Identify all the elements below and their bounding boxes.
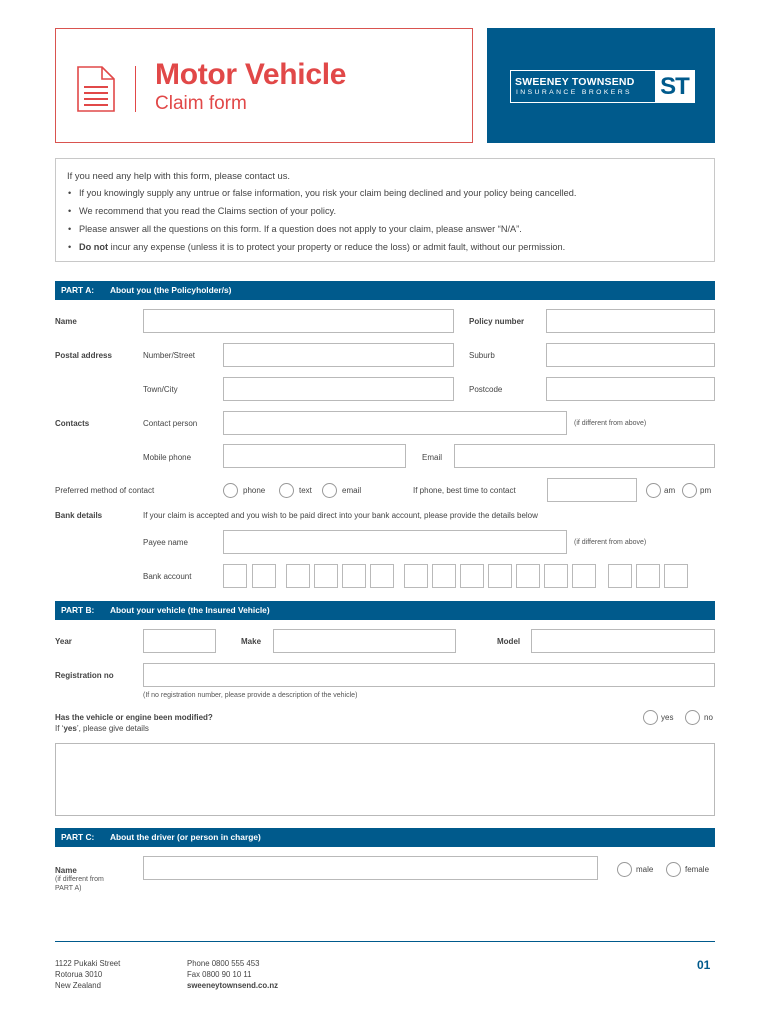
contact-person-hint: (if different from above) bbox=[574, 420, 647, 427]
bank-digit-box[interactable] bbox=[664, 564, 688, 588]
bank-details-label: Bank details bbox=[55, 511, 103, 520]
logo-tagline: INSURANCE BROKERS bbox=[516, 89, 632, 96]
time-pm-radio[interactable] bbox=[682, 483, 697, 498]
bank-digit-box[interactable] bbox=[314, 564, 338, 588]
contact-email-radio[interactable] bbox=[322, 483, 337, 498]
modified-yes-label: yes bbox=[661, 713, 674, 722]
policyholder-name-field[interactable] bbox=[143, 309, 454, 333]
do-not-emphasis: Do not bbox=[79, 242, 109, 252]
bank-digit-box[interactable] bbox=[432, 564, 456, 588]
time-am-radio[interactable] bbox=[646, 483, 661, 498]
make-label: Make bbox=[241, 637, 262, 646]
preferred-contact-label: Preferred method of contact bbox=[55, 486, 155, 495]
bank-digit-box[interactable] bbox=[636, 564, 660, 588]
postal-address-label: Postal address bbox=[55, 351, 112, 360]
bank-digit-box[interactable] bbox=[608, 564, 632, 588]
bank-digit-box[interactable] bbox=[286, 564, 310, 588]
bank-digit-box[interactable] bbox=[460, 564, 484, 588]
modified-no-label: no bbox=[704, 713, 713, 722]
modified-question: Has the vehicle or engine been modified? bbox=[55, 713, 213, 722]
form-title: Motor Vehicle bbox=[155, 58, 347, 91]
bank-digit-box[interactable] bbox=[252, 564, 276, 588]
contact-person-label: Contact person bbox=[143, 419, 198, 428]
bank-digit-box[interactable] bbox=[223, 564, 247, 588]
best-time-field[interactable] bbox=[547, 478, 637, 502]
part-c-header: PART C: About the driver (or person in charge) bbox=[55, 828, 715, 847]
address-line: 1122 Pukaki Street bbox=[55, 959, 121, 968]
suburb-label: Suburb bbox=[469, 351, 495, 360]
part-a-header: PART A: About you (the Policyholder/s) bbox=[55, 281, 715, 300]
year-field[interactable] bbox=[143, 629, 216, 653]
policy-number-label: Policy number bbox=[469, 317, 525, 326]
gender-female-radio[interactable] bbox=[666, 862, 681, 877]
part-b-header: PART B: About your vehicle (the Insured Vehicle) bbox=[55, 601, 715, 620]
town-field[interactable] bbox=[223, 377, 454, 401]
postcode-field[interactable] bbox=[546, 377, 715, 401]
fax-text: Fax 0800 90 10 11 bbox=[187, 970, 252, 979]
year-label: Year bbox=[55, 637, 72, 646]
bank-digit-box[interactable] bbox=[488, 564, 512, 588]
logo-mark: ST bbox=[655, 71, 694, 102]
bank-details-note: If your claim is accepted and you wish to be paid direct into your bank account, please provide the details below bbox=[143, 511, 538, 520]
modified-yes-radio[interactable] bbox=[643, 710, 658, 725]
email-label: Email bbox=[422, 453, 443, 462]
bank-digit-box[interactable] bbox=[544, 564, 568, 588]
driver-name-hint: (if different from bbox=[55, 876, 104, 883]
contact-phone-radio[interactable] bbox=[223, 483, 238, 498]
registration-hint: (If no registration number, please provide a description of the vehicle) bbox=[143, 692, 358, 699]
intro-bullet: • If you knowingly supply any untrue or false information, you risk your claim being declined and your policy being cancelled. bbox=[69, 188, 576, 198]
make-field[interactable] bbox=[273, 629, 456, 653]
suburb-field[interactable] bbox=[546, 343, 715, 367]
bank-digit-box[interactable] bbox=[404, 564, 428, 588]
payee-label: Payee name bbox=[143, 538, 188, 547]
registration-field[interactable] bbox=[143, 663, 715, 687]
bank-digit-box[interactable] bbox=[370, 564, 394, 588]
driver-name-field[interactable] bbox=[143, 856, 598, 880]
contact-phone-label: phone bbox=[243, 486, 266, 495]
modified-instruction: If ‘yes’, please give details bbox=[55, 724, 149, 733]
contacts-label: Contacts bbox=[55, 419, 90, 428]
intro-bullet: • Please answer all the questions on this form. If a question does not apply to your claim, please answer “N/A”. bbox=[69, 224, 522, 234]
contact-text-label: text bbox=[299, 486, 312, 495]
bank-account-label: Bank account bbox=[143, 572, 192, 581]
payee-field[interactable] bbox=[223, 530, 567, 554]
contact-email-label: email bbox=[342, 486, 362, 495]
town-label: Town/City bbox=[143, 385, 178, 394]
form-subtitle: Claim form bbox=[155, 93, 247, 114]
mobile-field[interactable] bbox=[223, 444, 406, 468]
address-line: Rotorua 3010 bbox=[55, 970, 103, 979]
gender-male-label: male bbox=[636, 865, 654, 874]
footer-divider bbox=[55, 941, 715, 942]
registration-label: Registration no bbox=[55, 671, 114, 680]
logo-name: SWEENEY TOWNSEND bbox=[515, 76, 635, 88]
driver-name-label: Name bbox=[55, 866, 77, 875]
model-field[interactable] bbox=[531, 629, 715, 653]
policy-number-field[interactable] bbox=[546, 309, 715, 333]
title-divider bbox=[135, 66, 136, 112]
contact-person-field[interactable] bbox=[223, 411, 567, 435]
driver-name-hint: PART A) bbox=[55, 885, 82, 892]
website-link[interactable]: sweeneytownsend.co.nz bbox=[187, 981, 278, 990]
bank-digit-box[interactable] bbox=[342, 564, 366, 588]
gender-male-radio[interactable] bbox=[617, 862, 632, 877]
bank-digit-box[interactable] bbox=[572, 564, 596, 588]
time-am-label: am bbox=[664, 486, 676, 495]
model-label: Model bbox=[497, 637, 521, 646]
bank-digit-box[interactable] bbox=[516, 564, 540, 588]
payee-hint: (if different from above) bbox=[574, 539, 647, 546]
email-field[interactable] bbox=[454, 444, 715, 468]
modified-no-radio[interactable] bbox=[685, 710, 700, 725]
phone-text: Phone 0800 555 453 bbox=[187, 959, 260, 968]
help-text: If you need any help with this form, please contact us. bbox=[67, 170, 291, 181]
page-number: 01 bbox=[697, 958, 711, 972]
street-label: Number/Street bbox=[143, 351, 196, 360]
intro-bullet: • We recommend that you read the Claims section of your policy. bbox=[69, 206, 336, 216]
name-label: Name bbox=[55, 317, 77, 326]
best-time-label: If phone, best time to contact bbox=[413, 486, 516, 495]
address-line: New Zealand bbox=[55, 981, 101, 990]
mobile-label: Mobile phone bbox=[143, 453, 192, 462]
intro-bullet: • Do not incur any expense (unless it is to protect your property or reduce the loss) or admit fault, without our permission. bbox=[69, 242, 565, 252]
contact-text-radio[interactable] bbox=[279, 483, 294, 498]
document-icon bbox=[77, 66, 115, 117]
street-field[interactable] bbox=[223, 343, 454, 367]
modification-details-textarea[interactable] bbox=[55, 743, 715, 816]
time-pm-label: pm bbox=[700, 486, 712, 495]
postcode-label: Postcode bbox=[469, 385, 503, 394]
gender-female-label: female bbox=[685, 865, 710, 874]
